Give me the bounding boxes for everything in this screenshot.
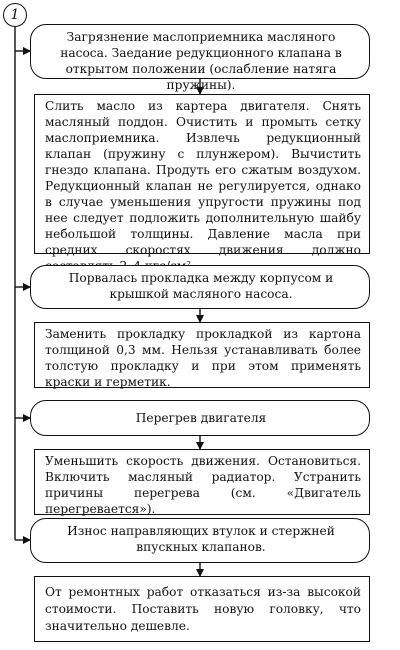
step-marker: 1 (3, 3, 27, 27)
condition-box-3: Перегрев двигателя (30, 400, 370, 436)
condition-box-1: Загрязнение маслоприемника масляного насоса. Заедание редукционного клапана в открытом положении (ослабление натяга пружины). (30, 24, 370, 79)
action-box-1: Слить масло из картера двигателя. Снять масляный поддон. Очистить и промыть сетку маслоприемника. Извлечь редукционный клапан (пружину с плунжером). Вычистить гнездо клапана. Продуть его сжатым воздухом. Редукционный клапан не регулируется, однако в случае уменьшения упругости пружины под нее следует подложить дополнительную шайбу небольшой толщины. Давление масла при средних скоростях движения должно (34, 94, 370, 254)
condition-box-2: Порвалась прокладка между корпусом и крышкой масляного насоса. (30, 265, 370, 309)
condition-box-4: Износ направляющих втулок и стержней впускных клапанов. (30, 518, 370, 563)
action-box-4: От ремонтных работ отказаться из-за высокой стоимости. Поставить новую головку, что значительно дешевле. (34, 576, 370, 642)
action-box-3: Уменьшить скорость движения. Остановиться. Включить масляный радиатор. Устранить причины перегрева (см. «Двигатель перегревается»). (34, 449, 370, 515)
action-box-2: Заменить прокладку прокладкой из картона толщиной 0,3 мм. Нельзя устанавливать более толстую прокладку и при этом применять краски и герметик. (34, 322, 370, 388)
